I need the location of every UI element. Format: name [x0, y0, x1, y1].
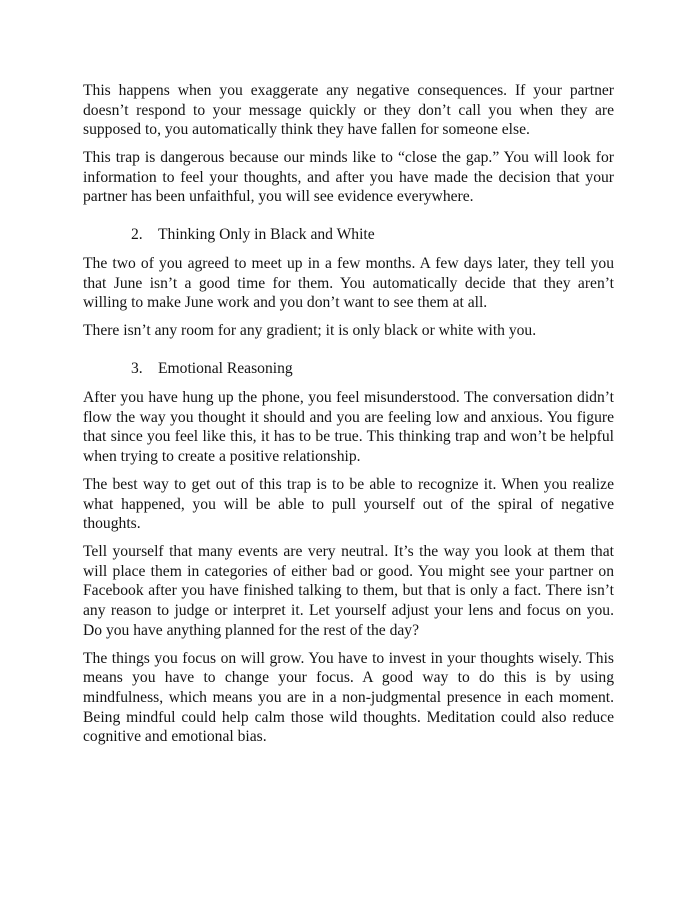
list-number: 3.: [131, 360, 143, 378]
section-heading-3: [83, 359, 614, 379]
list-number: 2.: [131, 226, 143, 244]
body-paragraph: After you have hung up the phone, you feel misunderstood. The conversation didn’t flow the way you thought it should and you are feeling low and anxious. You figure that since you feel like this, it has to be true. This thinking trap and won’t be helpful when trying to create a positive relationship.: [83, 389, 614, 465]
document-page: [83, 81, 614, 755]
body-paragraph: The two of you agreed to meet up in a few months. A few days later, they tell you that June isn’t a good time for them. You automatically decide that they aren’t willing to make June work and you don’t want to see them at all.: [83, 255, 614, 312]
section-heading-2: [83, 225, 614, 245]
section-title: Thinking Only in Black and White: [158, 226, 375, 244]
section-title: Emotional Reasoning: [158, 360, 293, 378]
body-paragraph: The best way to get out of this trap is to be able to recognize it. When you realize what happened, you will be able to pull yourself out of the spiral of negative thoughts.: [83, 476, 614, 533]
body-paragraph: Tell yourself that many events are very neutral. It’s the way you look at them that will place them in categories of either bad or good. You might see your partner on Facebook after you have finished talking to them, but that is only a fact. There isn’t any reason to judge or interpret it. Let yourself adjust your lens and focus on you. Do you have anything planned for the rest of the day?: [83, 543, 614, 639]
body-paragraph: This happens when you exaggerate any negative consequences. If your partner doesn’t respond to your message quickly or they don’t call you when they are supposed to, you automatically think they have fallen for someone else.: [83, 82, 614, 139]
body-paragraph: The things you focus on will grow. You have to invest in your thoughts wisely. This means you have to change your focus. A good way to do this is by using mindfulness, which means you are in a non-judgmental presence in each moment. Being mindful could help calm those wild thoughts. Meditation could also reduce cognitive and emotional bias.: [83, 649, 614, 746]
body-paragraph: This trap is dangerous because our minds like to “close the gap.” You will look for information to feel your thoughts, and after you have made the decision that your partner has been unfaithful, you will see evidence everywhere.: [83, 149, 614, 206]
body-paragraph: There isn’t any room for any gradient; it is only black or white with you.: [83, 322, 537, 340]
